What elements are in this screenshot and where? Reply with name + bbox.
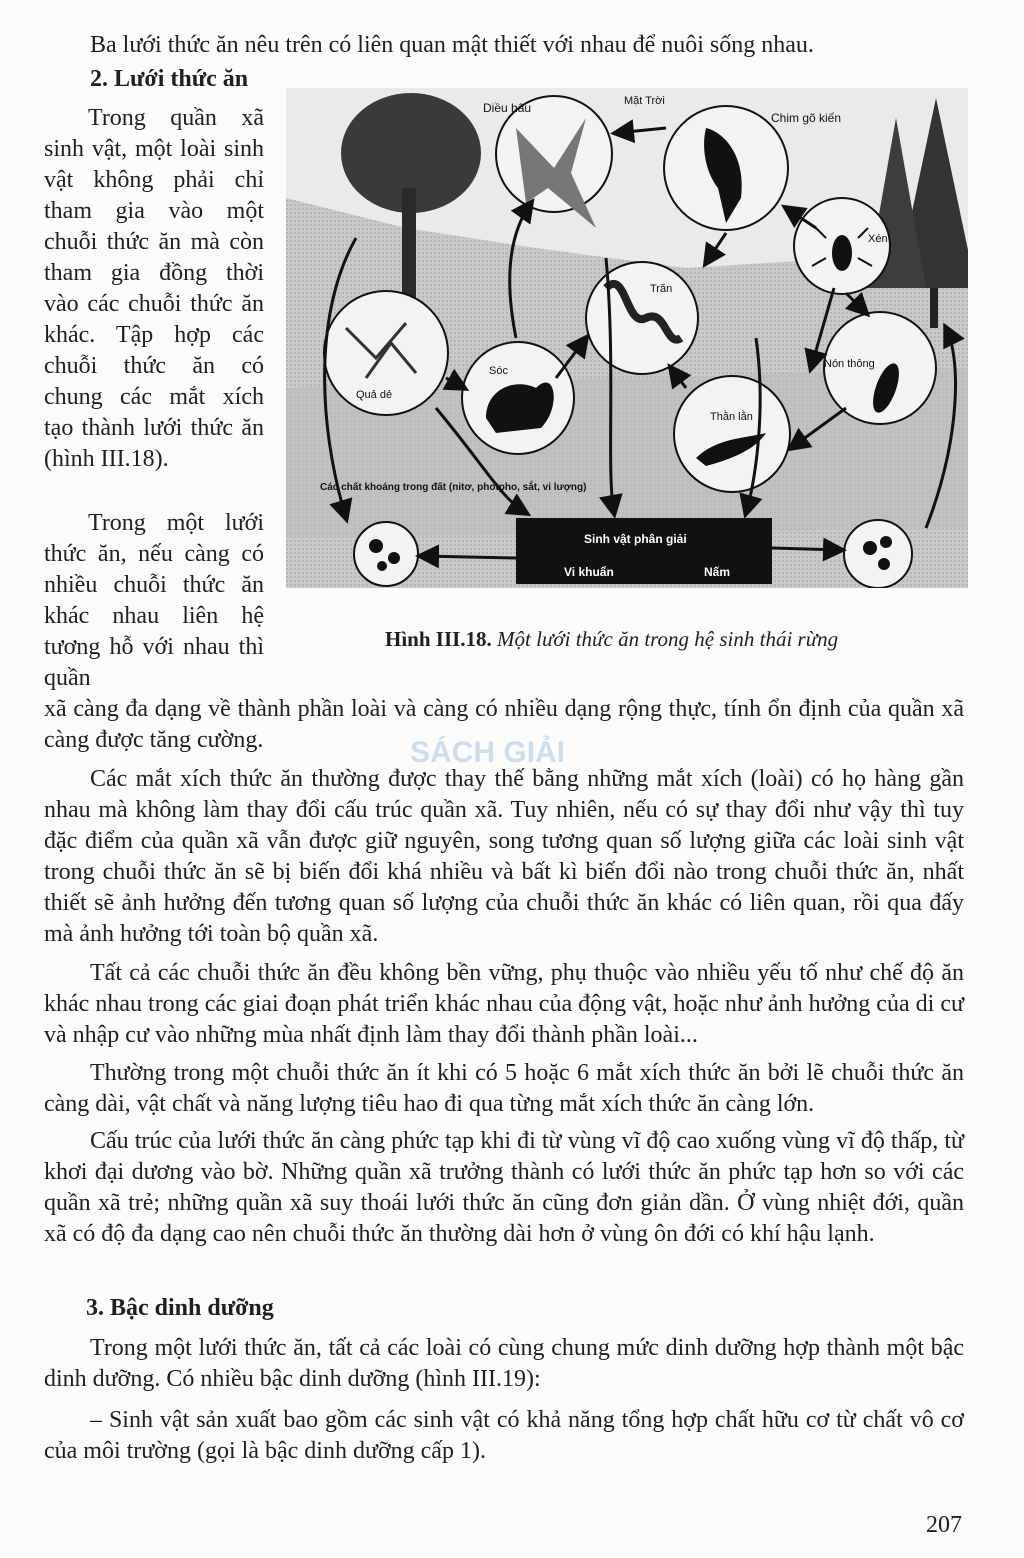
beetle-label: Xén bbox=[868, 233, 888, 245]
lizard-node bbox=[674, 376, 790, 492]
section-3-paragraph-2: – Sinh vật sản xuất bao gồm các sinh vật có khả năng tổng hợp chất hữu cơ từ chất vô cơ của môi trường (gọi là bậc dinh dưỡng cấp 1). bbox=[44, 1407, 964, 1464]
mineral-bottom-left-node bbox=[354, 522, 418, 586]
figure-caption-text: Một lưới thức ăn trong hệ sinh thái rừng bbox=[497, 627, 839, 651]
soil-minerals-label: Các chất khoáng trong đất (nitơ, photpho, sắt, vi lượng) bbox=[320, 482, 587, 493]
hawk-label: Diều hâu bbox=[483, 101, 532, 115]
squirrel-node bbox=[462, 342, 574, 454]
intro-line: Ba lưới thức ăn nêu trên có liên quan mật thiết với nhau để nuôi sống nhau. bbox=[90, 32, 814, 58]
acorn-label: Quả dẻ bbox=[356, 389, 393, 401]
beetle-node bbox=[794, 198, 890, 294]
squirrel-label: Sóc bbox=[489, 365, 508, 377]
section-2-paragraph-1: Trong quần xã sinh vật, một loài sinh vật không phải chỉ tham gia vào một chuỗi thức ăn mà còn tham gia đồng thời vào các chuỗi thức ăn khác. Tập hợp các chuỗi thức ăn có chung các mắt xích tạo thành lưới thức ăn (hình III.18). bbox=[44, 105, 264, 472]
section-2-paragraph-4: Tất cả các chuỗi thức ăn đều không bền vững, phụ thuộc vào nhiều yếu tố như chế độ ăn khác nhau trong các giai đoạn phát triển khác nhau của động vật, hoặc như ảnh hưởng của di cư và nhập cư vào những mùa nhất định làm thay đổi thành phần loài... bbox=[44, 960, 964, 1048]
sun-label: Mặt Trời bbox=[624, 95, 665, 107]
forest-food-web-figure bbox=[286, 88, 968, 588]
acorn-node bbox=[324, 291, 448, 415]
section-2-paragraph-3: Các mắt xích thức ăn thường được thay thế bằng những mắt xích (loài) có họ hàng gần nhau mà không làm thay đổi cấu trúc quần xã. Tuy nhiên, nếu có sự thay đổi như vậy thì tuy đặc điểm của quần xã vẫn được giữ nguyên, song tương quan số lượng giữa các loài sinh vật trong chuỗi thức ăn sẽ bị biến đổi khá nhiều và bất kì biến đổi nào trong chuỗi thức ăn, nhất thiết sẽ ảnh hưởng đến tương quan số lượng của chuỗi thức ăn khác có liên quan, rồi qua đấy mà ảnh hưởng tới toàn bộ quần xã. bbox=[44, 766, 964, 947]
pine-cone-label: Nón thông bbox=[824, 358, 875, 370]
decomposer-label: Sinh vật phân giải bbox=[584, 532, 687, 546]
section-2-heading: 2. Lưới thức ăn bbox=[90, 66, 249, 92]
pine-cone-node bbox=[824, 312, 936, 424]
woodpecker-label: Chim gõ kiến bbox=[771, 111, 842, 125]
section-3-heading: 3. Bậc dinh dưỡng bbox=[86, 1295, 274, 1321]
figure-caption-label: Hình III.18. bbox=[385, 627, 492, 651]
decomposer-box bbox=[516, 518, 772, 584]
lizard-label: Thằn lằn bbox=[710, 411, 753, 423]
svg-text:SÁCH GIẢI: SÁCH GIẢI bbox=[410, 736, 566, 769]
fungi-label: Nấm bbox=[704, 565, 731, 579]
section-3-paragraph-1: Trong một lưới thức ăn, tất cả các loài có cùng chung mức dinh dưỡng hợp thành một bậc dinh dưỡng. Có nhiều bậc dinh dưỡng (hình III.19): bbox=[44, 1335, 964, 1392]
section-2-paragraph-5: Thường trong một chuỗi thức ăn ít khi có 5 hoặc 6 mắt xích thức ăn bởi lẽ chuỗi thức ăn càng dài, vật chất và năng lượng tiêu hao đi qua từng mắt xích thức ăn càng lớn. bbox=[44, 1060, 964, 1117]
section-2-paragraph-6: Cấu trúc của lưới thức ăn càng phức tạp khi đi từ vùng vĩ độ cao xuống vùng vĩ độ thấp, từ khơi đại dương vào bờ. Những quần xã trưởng thành có lưới thức ăn phức tạp hơn so với các quần xã trẻ; những quần xã suy thoái lưới thức ăn cũng đơn giản dần. Ở vùng nhiệt đới, quần xã có độ đa dạng cao nên chuỗi thức ăn thường dài hơn ở vùng ôn đới có khí hậu lạnh. bbox=[44, 1128, 964, 1247]
section-2-paragraph-2-start: Trong một lưới thức ăn, nếu càng có nhiều chuỗi thức ăn khác nhau liên hệ tương hỗ với nhau thì quần bbox=[44, 510, 264, 691]
python-node bbox=[586, 262, 698, 374]
python-label: Trăn bbox=[650, 283, 673, 295]
section-2-paragraph-2-end: xã càng đa dạng về thành phần loài và càng có nhiều dạng rộng thực, tính ổn định của quần xã càng được tăng cường. bbox=[44, 696, 964, 753]
page-number: 207 bbox=[926, 1512, 962, 1538]
bacteria-label: Vi khuẩn bbox=[564, 565, 614, 579]
figure-caption bbox=[385, 624, 945, 655]
mineral-bottom-right-node bbox=[844, 520, 912, 588]
